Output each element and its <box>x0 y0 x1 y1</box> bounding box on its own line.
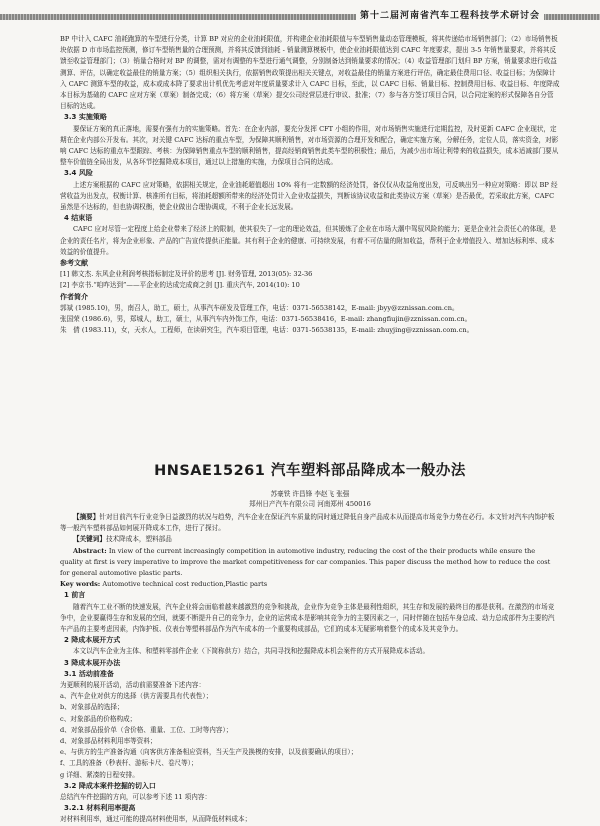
english-keywords-text: Automotive technical cost reduction,Plastic parts <box>102 580 268 589</box>
section-heading: 3.4 风险 <box>64 169 93 178</box>
subsection-heading: 3.1 活动前准备 <box>64 669 114 678</box>
paragraph: BP 中计入 CAFC 油耗跑算的车型进行分类，计算 BP 对应的企业油耗限值，并构建企业油耗限值与车型销售量动态管理模板，将其传递给市场销售部门；（2）市场销售板块依据 D 市市场监控预测，修订车型销售量的合理预测，并将其反馈到油耗 - 销量测算模板中，使企业油耗限值达到 CAFC 年度要求，提出 3-5 年销售量要求，并将其反馈至收益管理部门；（3）销量合格时对 BP 的调整，需对有调整的车型进行通气调整，分别制备达到销量要求的情况；（4）收益管理部门划归 BP 方案，销量要求进行收益测算、评估，以确定收益最佳的销量方案；（5）组织相关执行，依据销售政策提出相关关键点，对收益最佳的销量方案进行评估，确定最佳费用口径、收益目标；为保障计入 CAFC 测算车型的收益，成本或成本降了要求出计机优先考虑对年度质量要求计入 CAFC 目标，至此，以 CAFC 目标、销量目标、控制费用目标、收益目标、年度降成本目标为基础的 CAFC 应对方案（草案）制备完成；（6）将方案（草案）提交公司经营层进行审议、批准；（7）参与各方签订项目合同，以合同定案的形式保障各自分管目标的达成。 <box>60 35 560 111</box>
abstract-text: 针对目前汽车行业竞争日益激烈的状况与趋势，汽车企业在保证汽车质量的同时通过降低自身产品成本从而提高市场竞争力势在必行。本文针对汽车内饰护板等一般汽车塑料部品如何展开降成本工作，进行了探讨。 <box>60 513 555 533</box>
article-authors: 苏豪铁 许昌锋 李赵飞 张强 <box>270 490 350 498</box>
keywords-text: 技术降成本，塑料部品 <box>105 535 172 544</box>
paragraph: 对材料利用率，通过可能的提高材料使用率，从而降低材料成本； <box>60 815 252 824</box>
paragraph: 本文以汽车企业为主体、和塑料零部件企业（下简称供方）结合，共同寻找和挖掘降成本机会案件的方式开展降成本活动。 <box>73 647 430 656</box>
author-info-item: 张国荣 (1986.6)，男，郑城人，助工，硕士，从事汽车内外饰工作，电话：0371-56538416，E-mail: zhangfiujin@zznissan.com.cn。 <box>60 315 472 324</box>
english-keywords <box>60 579 560 590</box>
section-heading: 2 降成本展开方式 <box>64 636 121 645</box>
author-info-heading: 作者简介 <box>60 292 88 301</box>
reference-item: [1] 韩文杰. 东风企业利润考核指标制定及评价的思考 [J]. 财务管理, 2013(05): 32-36 <box>60 270 313 279</box>
list-item: c、对象部品的价格构成； <box>60 714 137 723</box>
paragraph: 总结汽车件挖掘的方向，可以参考下述 11 项内容： <box>60 793 212 802</box>
running-header: 第十二届河南省汽车工程科技学术研讨会 <box>356 11 544 22</box>
list-item: d、对象部品材料利用率等资料； <box>60 737 157 746</box>
author-info-item: 郭斌 (1985.10)，男，南召人，助工，硕士，从事汽车研发及管理工作，电话：0371-56538142，E-mail: jbyy@zznissan.com.cn。 <box>60 303 459 312</box>
english-abstract <box>60 546 560 580</box>
article-affiliation: 郑州日产汽车有限公司 河南郑州 450016 <box>249 500 371 508</box>
keywords-label: 【关键词】 <box>73 535 106 544</box>
list-item: a、汽车企业对供方的选择（供方需要具有代表性）； <box>60 692 213 701</box>
author-info-item: 朱 倩 (1983.11)，女，天水人，工程师，在读研究生，汽车项目管理，电话：0371-56538135，E-mail: zhuyjing@zznissan.com.cn。 <box>60 326 474 335</box>
paragraph: 上述方案根据的 CAFC 应对策略，依据相关规定，企业油耗超值超出 10% 将有一定数额的经济处罚，备仅仅从收益角度出发，可反映出另一种应对策略：即以 BP 经营收益为出发点，权衡计算、核准所有目标，将油耗超额所带来的经济处罚计入企业收益损失，判断该协议收益和此类协议方案（草案）是否最优，若采取此方案，CAFC 虽然是不达标的，但也协调权衡，使企业做出合理协调成，不利于企业长远发展。 <box>60 180 558 212</box>
list-item: e、与供方的生产准备沟通（向客供方准备相应资料，当天生产及换模的安排，以及前要确认的项目）； <box>60 748 358 757</box>
list-item: d、对象部品报价单（含价格、重量、工位、工时等内容）； <box>60 725 233 734</box>
references-heading: 参考文献 <box>60 259 88 268</box>
english-abstract-text: In view of the current increasingly competition in automotive industry, reducing the cost of the their products while ensure the quality at first is very imperative to improve the market competitiveness for car companies. This paper discuss the method how to reduce the cost for general automotive plastic parts. <box>60 546 551 578</box>
reference-item: [2] 李京书.“咱咋达到”——平企业的达成完成商之剑 [J]. 重庆汽车, 2014(10): 10 <box>60 281 300 290</box>
paragraph: 要保证方案的真正落地，需要有强有力的实施策略。首先：在企业内部，要充分发挥 CFT 小组的作用，对市场销售实施进行定期监控，及时更新 CAFC 企业现状，定期在企业内部公开发布。其次，对关键 CAFC 达标的重点车型，为保障其顺利销售，对市场资源的合理开发和配合，确定实施方案，分解任务，定位人员，落实资金，对影响 CAFC 达标的重点车型跟踪、考核：为保障销售重点车型的顺利销售，提高经销商销售此类车型的积极性；最后，为减少出市场让利带来的收益损失，成本适减部门要从整车价值链全局出发，从各环节挖掘降成本项目，通过以上措施的实施，力保项目合同的达成。 <box>60 124 559 167</box>
article-title: HNSAE15261 汽车塑料部品降成本一般办法 <box>154 463 466 479</box>
section-heading: 3.3 实施策略 <box>64 113 107 122</box>
keywords <box>60 534 560 545</box>
list-item: b、对象部品的选择； <box>60 703 124 712</box>
paragraph: 为更顺利的展开活动，活动前需要准备下述内容： <box>60 681 206 690</box>
subsection-heading: 3.2.1 材料利用率提高 <box>64 804 136 813</box>
section-heading: 4 结束语 <box>64 214 93 223</box>
list-item: g 详细、紧凑的日程安排。 <box>60 770 139 779</box>
english-abstract-label: Abstract: <box>73 546 107 555</box>
abstract <box>60 512 560 534</box>
paragraph: 随着汽车工业不断的快速发展，汽车企业将会面临着越来越激烈的竞争和挑战，企业作为竞争主体是最利性组织，其生存和发展的最终目的都是获利。在激烈的市场竞争中，企业要赢得生存和发展的空间，就要不断提升自己的竞争力，企业的运营成本是影响其竞争力的主要因素之一，同时伴随在包括车身总成、动力总成部件为主要的汽车产品的主要考虑因素，内饰护板、仪表台等塑料部品作为汽车成本的一个重要构成部品，它们的成本无疑影响着整个的成本及其竞争力。 <box>60 602 555 634</box>
abstract-label: 【摘要】 <box>73 513 100 521</box>
section-heading: 1 前言 <box>64 591 86 600</box>
article-body <box>60 512 560 826</box>
section-heading: 3 降成本展开办法 <box>64 658 121 667</box>
english-keywords-label: Key words: <box>60 580 101 589</box>
list-item: f、工具的准备（秒表杆、游标卡尺、卷尺等）； <box>60 759 198 768</box>
previous-article-continuation <box>60 34 560 336</box>
subsection-heading: 3.2 降成本案件挖掘的切入口 <box>64 781 156 790</box>
paragraph: CAFC 应对尽管一定程度上给企业带来了经济上的限制，使其很失了一定的理论效益，但其锻炼了企业在市场大潮中驾驭风险的能力；更是企业社会责任心的体现，是企业的责任名片，将为企业形象、产品的广告宣传提供正能量。其有利于企业的健康、可持续发展，有着不可估量的附加收益，帮利于企业增值投入、增加达标利率、成本效益的价值提升。 <box>60 225 557 256</box>
